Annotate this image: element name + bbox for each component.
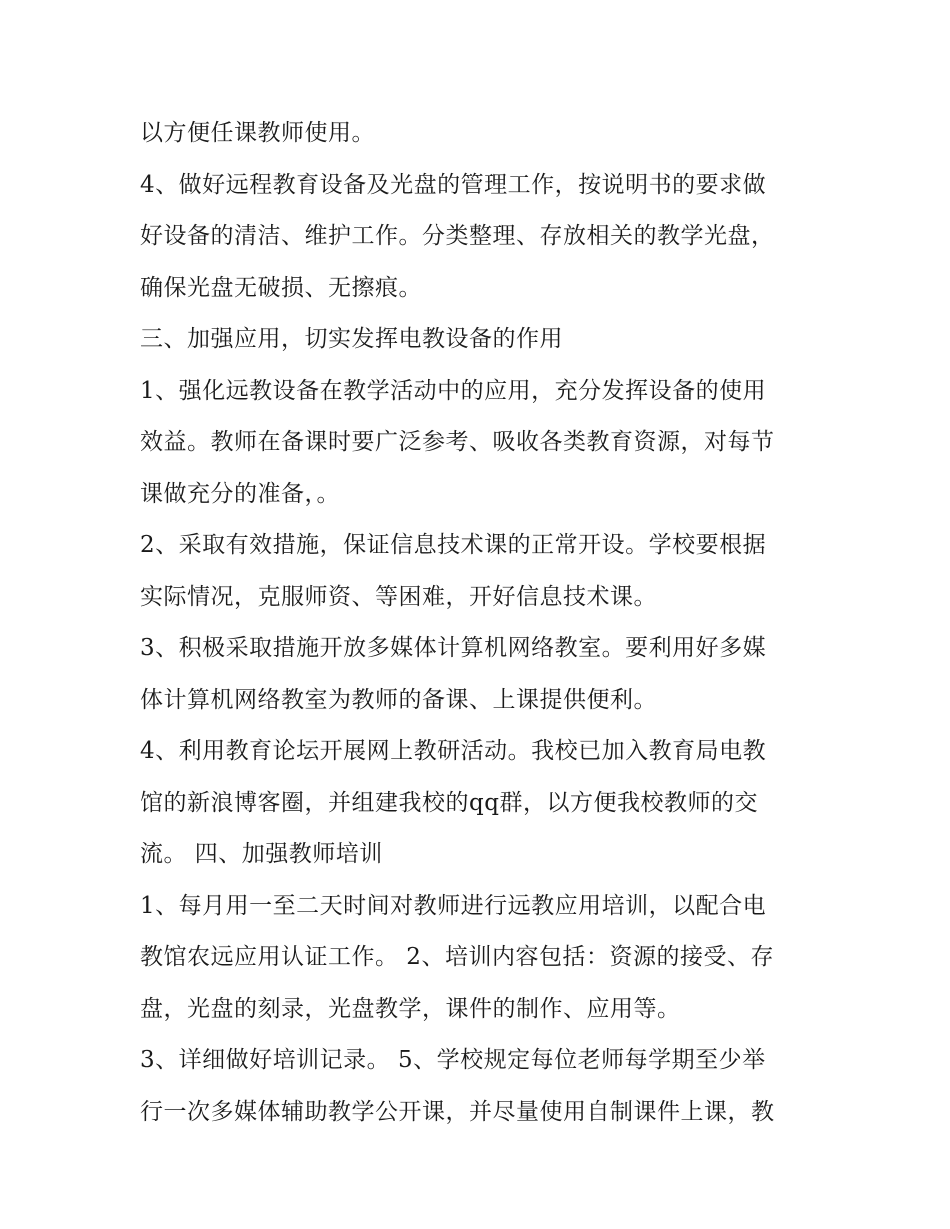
text-line: 3、详细做好培训记录。 5、学校规定每位老师每学期至少举 <box>140 1047 766 1073</box>
text-line: 体计算机网络教室为教师的备课、上课提供便利。 <box>140 686 657 713</box>
document-body <box>140 108 820 1138</box>
text-line: 1、强化远教设备在教学活动中的应用，充分发挥设备的使用 <box>140 377 767 404</box>
text-line: 行一次多媒体辅助教学公开课，并尽量使用自制课件上课，教 <box>140 1098 775 1125</box>
text-line: 教馆农远应用认证工作。 2、培训内容包括：资源的接受、存 <box>140 944 774 970</box>
text-line: 课做充分的准备，。 <box>140 480 340 507</box>
text-line: 4、利用教育论坛开展网上教研活动。我校已加入教育局电教 <box>140 738 767 764</box>
text-line: 1、每月用一至二天时间对教师进行远教应用培训，以配合电 <box>140 892 767 919</box>
text-line: 4、做好远程教育设备及光盘的管理工作，按说明书的要求做 <box>140 171 767 198</box>
text-line: 流。 四、加强教师培训 <box>140 841 383 867</box>
text-line: 3、积极采取措施开放多媒体计算机网络教室。要利用好多媒 <box>140 635 767 661</box>
text-line: 以方便任课教师使用。 <box>140 120 375 146</box>
section-heading: 三、加强应用，切实发挥电教设备的作用 <box>140 326 563 352</box>
text-line: 效益。教师在备课时要广泛参考、吸收各类教育资源，对每节 <box>140 429 775 455</box>
text-line: 盘，光盘的刻录，光盘教学，课件的制作、应用等。 <box>140 995 681 1022</box>
text-line: 好设备的清洁、维护工作。分类整理、存放相关的教学光盘， <box>140 223 775 249</box>
text-line: 馆的新浪博客圈，并组建我校的qq群，以方便我校教师的交 <box>140 789 758 816</box>
text-line: 实际情况，克服师资、等困难，开好信息技术课。 <box>140 583 657 610</box>
text-line: 确保光盘无破损、无擦痕。 <box>140 274 422 301</box>
text-line: 2、采取有效措施，保证信息技术课的正常开设。学校要根据 <box>140 532 767 558</box>
